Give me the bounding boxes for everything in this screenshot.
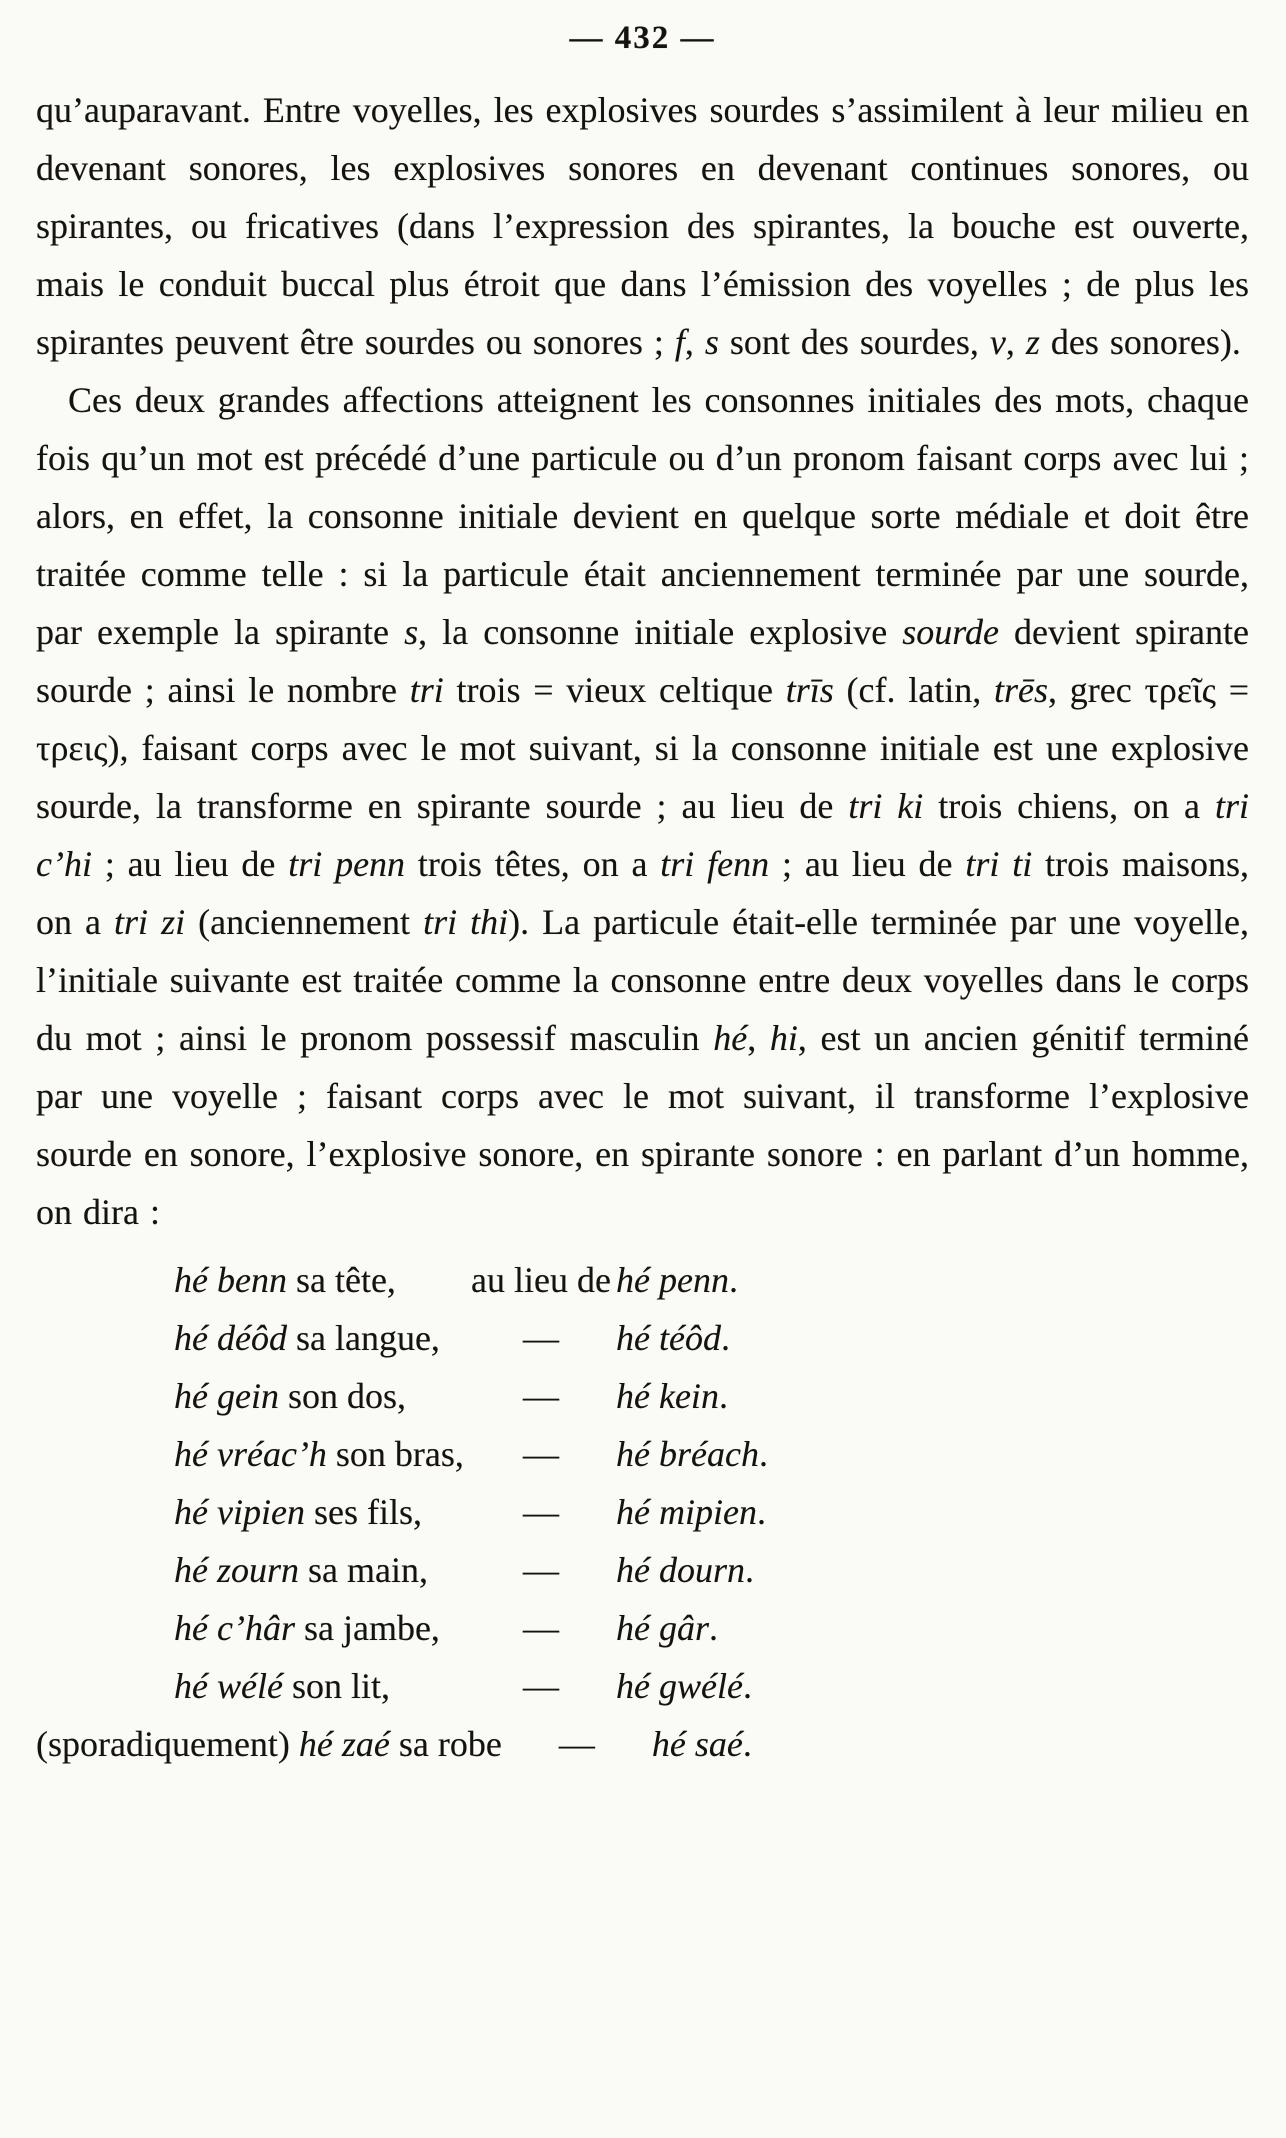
table-row <box>36 1309 1249 1367</box>
mutated-form: hé benn sa tête, <box>174 1260 396 1300</box>
table-row <box>36 1425 1249 1483</box>
connector: — <box>523 1318 559 1358</box>
table-row <box>36 1657 1249 1715</box>
connector: — <box>523 1608 559 1648</box>
mutated-form: hé vréac’h son bras, <box>174 1434 464 1474</box>
mutated-form: hé zourn sa main, <box>174 1550 428 1590</box>
connector: — <box>523 1376 559 1416</box>
table-row <box>36 1541 1249 1599</box>
table-row <box>36 1715 1249 1773</box>
mutated-form: hé vipien ses fils, <box>174 1492 422 1532</box>
page-body <box>36 81 1249 1773</box>
mutated-form: hé gein son dos, <box>174 1376 406 1416</box>
original-form: hé gwélé. <box>616 1666 752 1706</box>
mutation-examples-table <box>36 1251 1249 1773</box>
connector: — <box>523 1666 559 1706</box>
mutated-form: hé wélé son lit, <box>174 1666 390 1706</box>
mutated-form: hé déôd sa langue, <box>174 1318 440 1358</box>
original-form: hé kein. <box>616 1376 728 1416</box>
connector: — <box>523 1434 559 1474</box>
page-number: — 432 — <box>569 20 716 56</box>
connector: — <box>523 1492 559 1532</box>
connector: — <box>558 1724 595 1764</box>
original-form: hé téôd. <box>616 1318 730 1358</box>
paragraph-mutations-intro: Ces deux grandes affections atteignent les consonnes initiales des mots, chaque fois qu’un mot est précédé d’une particule ou d’un pronom faisant corps avec lui ; alors, en effet, la consonne initiale devient en quelque sorte médiale et doit être traitée comme telle : si la particule était anciennement terminée par une sourde, par exemple la spirante s, la consonne initiale explosive sourde devient spirante sourde ; ainsi le nombre tri trois = vieux celtique trīs (cf. latin, trēs, grec τρεῖς = τρεις), faisant corps avec le mot suivant, si la consonne initiale est une explosive sourde, la transforme en spirante sourde ; au lieu de tri ki trois chiens, on a tri c’hi ; au lieu de tri penn trois têtes, on a tri fenn ; au lieu de tri ti trois maisons, on a tri zi (anciennement tri thi). La particule était-elle terminée par une voyelle, l’initiale suivante est traitée comme la consonne entre deux voyelles dans le corps du mot ; ainsi le pronom possessif masculin hé, hi, est un ancien génitif terminé par une voyelle ; faisant corps avec le mot suivant, il transforme l’explosive sourde en sonore, l’explosive sonore, en spirante sonore : en parlant d’un homme, on dira : <box>36 380 1250 1232</box>
table-row <box>36 1251 1249 1309</box>
original-form: hé gâr. <box>616 1608 718 1648</box>
original-form: hé dourn. <box>616 1550 754 1590</box>
original-form: hé bréach. <box>616 1434 768 1474</box>
mutated-form: hé c’hâr sa jambe, <box>174 1608 440 1648</box>
table-row <box>36 1599 1249 1657</box>
original-form: hé penn. <box>616 1260 738 1300</box>
paragraph-continuation: qu’auparavant. Entre voyelles, les explosives sourdes s’assimilent à leur milieu en devenant sonores, les explosives sonores en devenant continues sonores, ou spirantes, ou fricatives (dans l’expression des spirantes, la bouche est ouverte, mais le conduit buccal plus étroit que dans l’émission des voyelles ; de plus les spirantes peuvent être sourdes ou sonores ; f, s sont des sourdes, v, z des sonores). <box>36 90 1249 362</box>
connector: — <box>523 1550 559 1590</box>
mutated-form: (sporadiquement) hé zaé sa robe <box>36 1724 502 1764</box>
table-row <box>36 1367 1249 1425</box>
connector: au lieu de <box>471 1260 611 1300</box>
original-form: hé mipien. <box>616 1492 766 1532</box>
original-form: hé saé. <box>651 1724 752 1764</box>
table-row <box>36 1483 1249 1541</box>
